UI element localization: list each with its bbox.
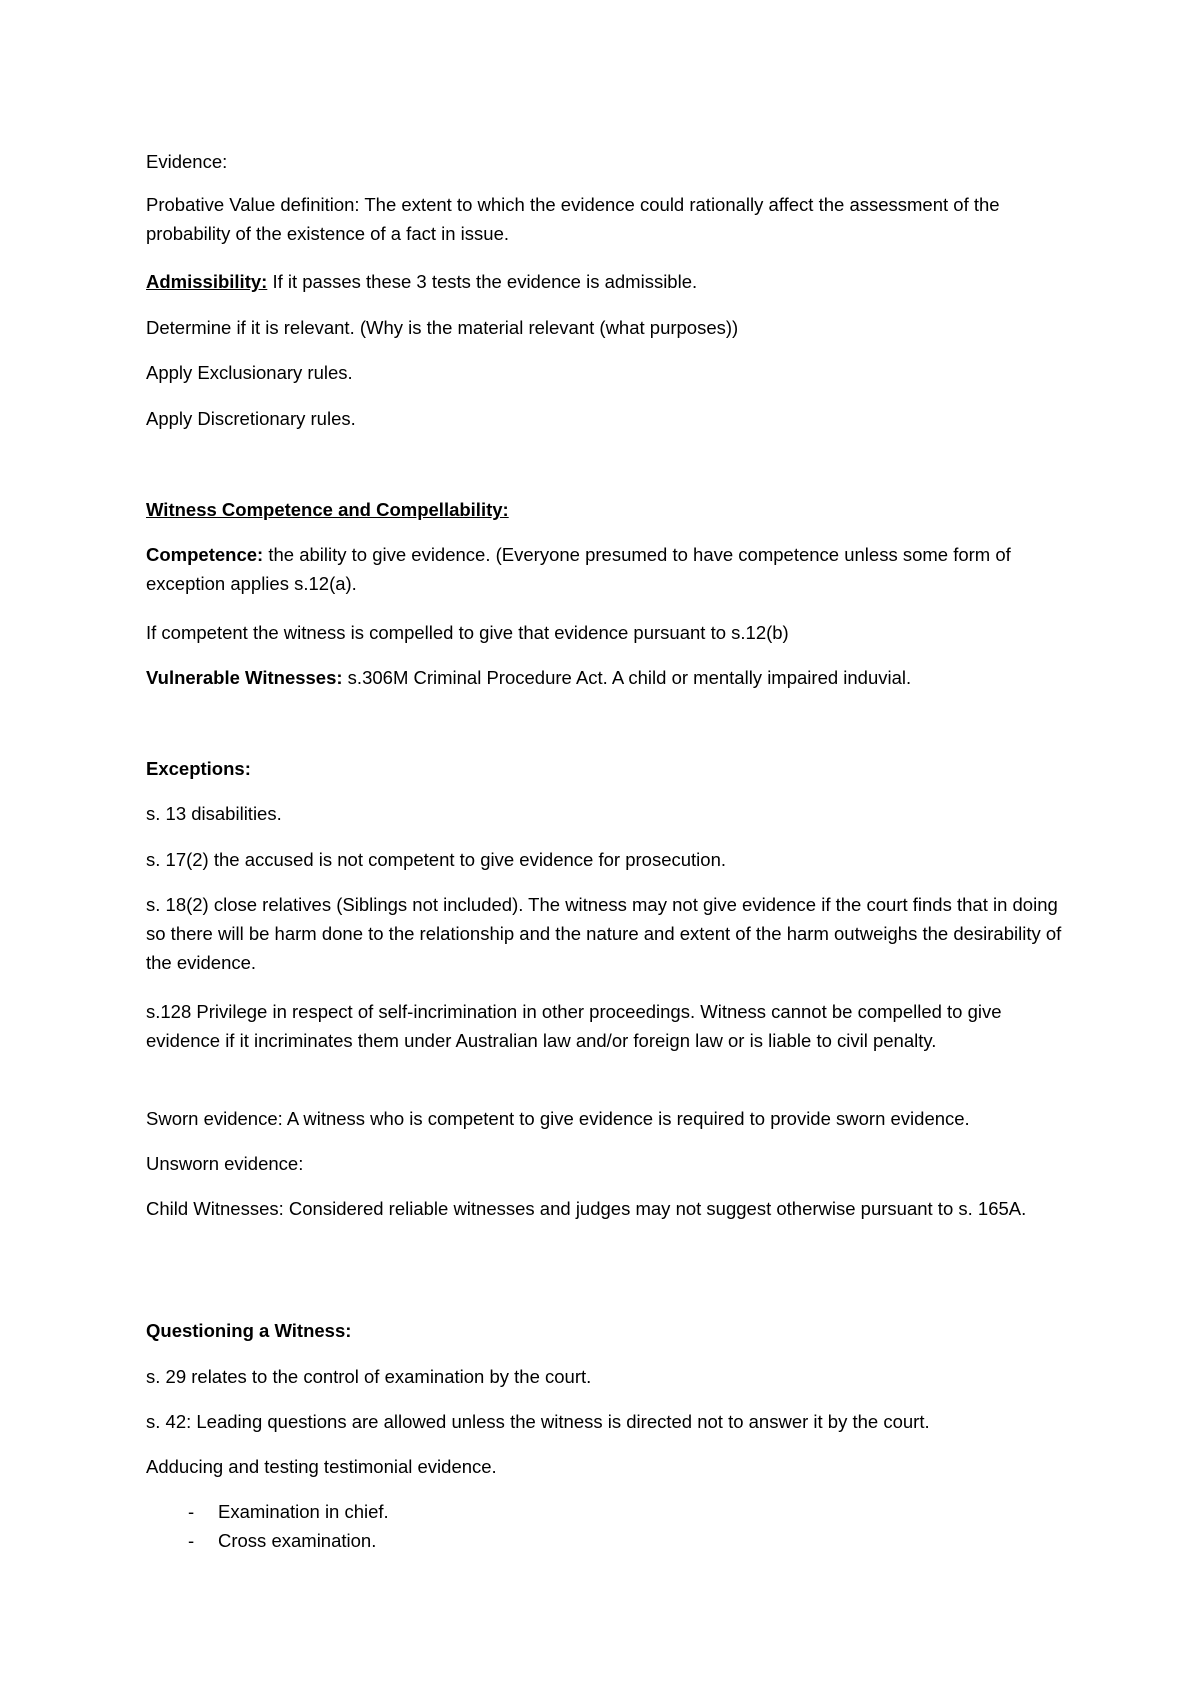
exception-item: s. 17(2) the accused is not competent to give evidence for prosecution.: [146, 849, 726, 870]
heading-exceptions: Exceptions:: [146, 758, 251, 779]
questioning-item: s. 29 relates to the control of examination by the court.: [146, 1366, 592, 1387]
exception-item: s.128 Privilege in respect of self-incrimination in other proceedings. Witness cannot be compelled to give evidence if it incriminates them under Australian law and/or foreign law or is liable to civil penalty.: [146, 1001, 1002, 1051]
list-bullet: -: [188, 1501, 195, 1522]
list-item: Cross examination.: [218, 1530, 377, 1551]
list-bullet: -: [188, 1530, 195, 1551]
heading-questioning: Questioning a Witness:: [146, 1320, 352, 1341]
relevance-step: Determine if it is relevant. (Why is the material relevant (what purposes)): [146, 317, 739, 338]
heading-witness-competence: Witness Competence and Compellability:: [146, 499, 509, 520]
competence-label: Competence:: [146, 544, 264, 565]
adducing-paragraph: Adducing and testing testimonial evidence.: [146, 1456, 497, 1477]
admissibility-label: Admissibility:: [146, 271, 268, 292]
discretionary-step: Apply Discretionary rules.: [146, 408, 356, 429]
list-item: Examination in chief.: [218, 1501, 389, 1522]
heading-evidence: Evidence:: [146, 151, 228, 172]
exclusionary-step: Apply Exclusionary rules.: [146, 362, 353, 383]
compellability-paragraph: If competent the witness is compelled to give that evidence pursuant to s.12(b): [146, 622, 789, 643]
exception-item: s. 18(2) close relatives (Siblings not included). The witness may not give evidence if the court finds that in doing so there will be harm done to the relationship and the nature and extent of the harm outweighs the desirability of the evidence.: [146, 894, 1062, 973]
vulnerable-label: Vulnerable Witnesses:: [146, 667, 343, 688]
competence-paragraph: [146, 540, 1076, 598]
vulnerable-text: s.306M Criminal Procedure Act. A child or mentally impaired induvial.: [342, 667, 912, 688]
admissibility-text: If it passes these 3 tests the evidence is admissible.: [267, 271, 698, 292]
sworn-evidence: Sworn evidence: A witness who is competent to give evidence is required to provide sworn evidence.: [146, 1108, 970, 1129]
exception-item: s. 13 disabilities.: [146, 803, 282, 824]
probative-value-definition: Probative Value definition: The extent to which the evidence could rationally affect the assessment of the probability of the existence of a fact in issue.: [146, 194, 1000, 244]
vulnerable-witnesses-paragraph: [146, 663, 1076, 692]
child-witnesses: Child Witnesses: Considered reliable witnesses and judges may not suggest otherwise pursuant to s. 165A.: [146, 1198, 1027, 1219]
competence-text: the ability to give evidence. (Everyone presumed to have competence unless some form of exception applies s.12(a).: [146, 544, 1011, 594]
admissibility-paragraph: [146, 267, 1076, 296]
unsworn-evidence: Unsworn evidence:: [146, 1153, 304, 1174]
questioning-item: s. 42: Leading questions are allowed unless the witness is directed not to answer it by the court.: [146, 1411, 930, 1432]
